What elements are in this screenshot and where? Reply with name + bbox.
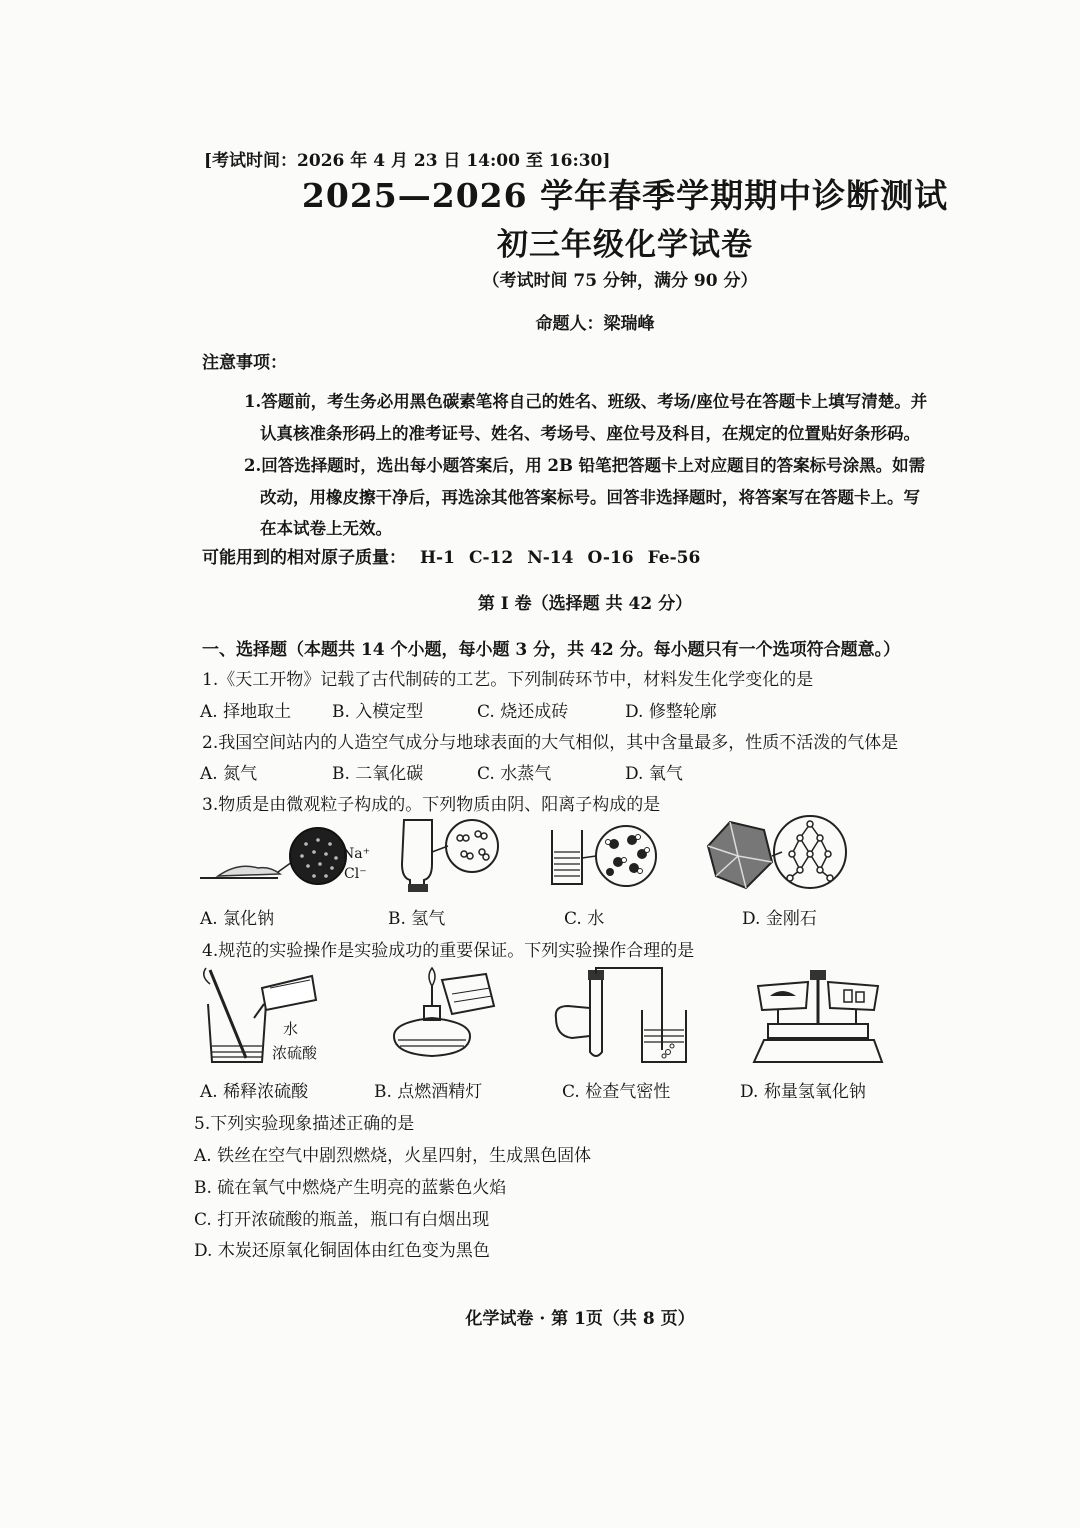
question-4-stem: 4.规范的实验操作是实验成功的重要保证。下列实验操作合理的是 bbox=[202, 941, 695, 961]
question-4-options bbox=[200, 1077, 866, 1102]
question-3-stem: 3.物质是由微观粒子构成的。下列物质由阴、阳离子构成的是 bbox=[202, 795, 661, 815]
question-2-options bbox=[200, 759, 683, 784]
q4-option-a: A. 稀释浓硫酸 bbox=[200, 1082, 309, 1102]
atomic-mass-fe: Fe-56 bbox=[647, 548, 701, 568]
atomic-masses-label: 可能用到的相对原子质量： bbox=[202, 548, 406, 568]
duration-score: （考试时间 75 分钟，满分 90 分） bbox=[482, 271, 758, 291]
question-1-options bbox=[200, 697, 717, 722]
question-5-stem: 5.下列实验现象描述正确的是 bbox=[194, 1114, 415, 1134]
q5-option-c: C. 打开浓硫酸的瓶盖，瓶口有白烟出现 bbox=[194, 1210, 490, 1230]
section-heading: 一、选择题（本题共 14 个小题，每小题 3 分，共 42 分。每小题只有一个选项符合题意。） bbox=[202, 640, 901, 660]
notice-item1-line1: 1.答题前，考生务必用黑色碳素笔将自己的姓名、班级、考场/座位号在答题卡上填写清楚。并 bbox=[244, 392, 928, 411]
page-title: 2025—2026 学年春季学期期中诊断测试 bbox=[301, 176, 949, 215]
conc-acid-label: 浓硫酸 bbox=[272, 1044, 318, 1062]
ion-na-label: Na⁺ bbox=[342, 846, 370, 862]
notice-item2-line3: 在本试卷上无效。 bbox=[260, 519, 392, 538]
q2-option-a: A. 氮气 bbox=[200, 764, 258, 784]
q4-option-d: D. 称量氢氧化钠 bbox=[740, 1082, 866, 1102]
q2-option-b: B. 二氧化碳 bbox=[332, 764, 424, 784]
q5-option-b: B. 硫在氧气中燃烧产生明亮的蓝紫色火焰 bbox=[194, 1178, 507, 1198]
q3-option-d: D. 金刚石 bbox=[742, 909, 817, 929]
notice-heading: 注意事项： bbox=[202, 353, 287, 373]
part1-title: 第 I 卷（选择题 共 42 分） bbox=[477, 594, 693, 614]
question-2-stem: 2.我国空间站内的人造空气成分与地球表面的大气相似，其中含量最多，性质不活泼的气体是 bbox=[202, 733, 899, 753]
airtight-check-figure bbox=[552, 966, 692, 1066]
atomic-mass-o: O-16 bbox=[587, 548, 634, 568]
page-footer: 化学试卷 · 第 1页（共 8 页） bbox=[465, 1309, 695, 1329]
exam-time: [考试时间：2026 年 4 月 23 日 14:00 至 16:30] bbox=[204, 151, 611, 171]
q4-option-c: C. 检查气密性 bbox=[562, 1082, 671, 1102]
q1-option-b: B. 入模定型 bbox=[332, 702, 424, 722]
q3-option-b: B. 氢气 bbox=[388, 909, 446, 929]
question-3-options bbox=[200, 904, 817, 929]
q2-option-c: C. 水蒸气 bbox=[477, 764, 552, 784]
q4-option-b: B. 点燃酒精灯 bbox=[374, 1082, 483, 1102]
notice-item2-line1: 2.回答选择题时，选出每小题答案后，用 2B 铅笔把答题卡上对应题目的答案标号涂黑。如需 bbox=[244, 456, 926, 475]
ion-cl-label: Cl⁻ bbox=[344, 866, 367, 882]
water-label: 水 bbox=[283, 1020, 299, 1038]
q2-option-d: D. 氧气 bbox=[625, 764, 683, 784]
diamond-figure bbox=[702, 816, 852, 894]
atomic-mass-n: N-14 bbox=[527, 548, 574, 568]
q3-option-c: C. 水 bbox=[564, 909, 605, 929]
balance-figure bbox=[748, 966, 888, 1066]
water-figure bbox=[548, 822, 660, 890]
atomic-masses bbox=[202, 543, 700, 568]
question-1-stem: 1.《天工开物》记载了古代制砖的工艺。下列制砖环节中，材料发生化学变化的是 bbox=[202, 670, 814, 690]
q1-option-c: C. 烧还成砖 bbox=[477, 702, 569, 722]
q5-option-a: A. 铁丝在空气中剧烈燃烧，火星四射，生成黑色固体 bbox=[194, 1146, 592, 1166]
alcohol-lamp-figure bbox=[386, 966, 502, 1064]
q1-option-a: A. 择地取土 bbox=[200, 702, 292, 722]
notice-item2-line2: 改动，用橡皮擦干净后，再选涂其他答案标号。回答非选择题时，将答案写在答题卡上。写 bbox=[260, 488, 920, 507]
atomic-mass-c: C-12 bbox=[468, 548, 514, 568]
q3-option-a: A. 氯化钠 bbox=[200, 909, 275, 929]
hydrogen-figure bbox=[396, 816, 506, 894]
author: 命题人：梁瑞峰 bbox=[535, 314, 655, 334]
atomic-mass-h: H-1 bbox=[420, 548, 455, 568]
q1-option-d: D. 修整轮廓 bbox=[625, 702, 717, 722]
page-subtitle-grade: 初三年级化学试卷 bbox=[497, 227, 753, 263]
notice-item1-line2: 认真核准条形码上的准考证号、姓名、考场号、座位号及科目，在规定的位置贴好条形码。 bbox=[260, 424, 920, 443]
q5-option-d: D. 木炭还原氧化铜固体由红色变为黑色 bbox=[194, 1241, 490, 1261]
